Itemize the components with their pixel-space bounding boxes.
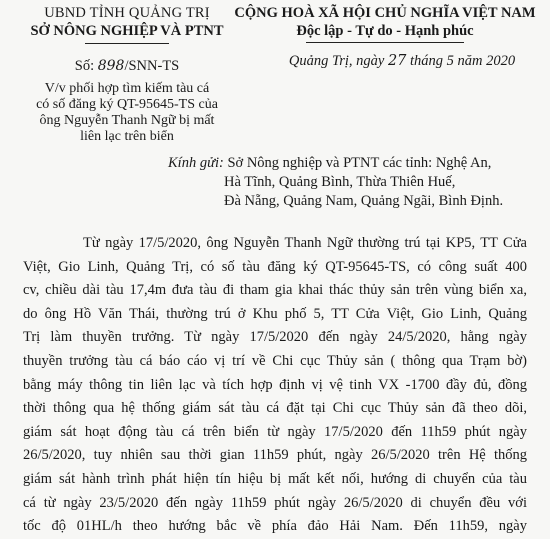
body-line: cv, chiều dài tàu 17,4m đưa tàu đi tham gia khai thác thủy sản trên vùng biển xa, bbox=[23, 282, 527, 299]
body-line: Từ ngày 17/5/2020, ông Nguyễn Thanh Ngữ thường trú tại KP5, TT Cửa bbox=[83, 235, 527, 251]
body-line: Trị làm thuyền trưởng. Từ ngày 17/5/2020 đến ngày 24/5/2020, hằng ngày bbox=[23, 329, 527, 346]
body-line: do ông Hồ Văn Thái, thường trú ở Khu phố 5, TT Cửa Việt, Gio Linh, Quảng bbox=[23, 305, 527, 322]
parent-agency: UBND TỈNH QUẢNG TRỊ bbox=[44, 5, 210, 21]
docno-prefix: Số: bbox=[74, 58, 95, 74]
body-line: tốc độ 01HL/h theo hướng bắc về phía đảo Hải Nam. Đến 11h59, ngày bbox=[23, 518, 527, 535]
national-header-block bbox=[225, 4, 545, 70]
date-day-handwritten: 27 bbox=[387, 53, 407, 69]
issuing-agency-block bbox=[22, 4, 232, 145]
body-line: thời thông qua hệ thống giám sát tàu cá đặt tại Chi cục Thủy sản đã theo dõi, bbox=[23, 400, 527, 417]
recipients-block bbox=[168, 154, 544, 211]
recipient-line: Hà Tĩnh, Quảng Bình, Thừa Thiên Huế, bbox=[224, 174, 456, 190]
body-line: bằng máy thông tin liên lạc và tích hợp định vị vệ tinh VX -1700 đầy đủ, đồng bbox=[23, 376, 527, 393]
subject-line: ông Nguyễn Thanh Ngữ bị mất bbox=[39, 113, 215, 128]
body-line: giám sát hoạt động tàu cá trên biển từ ngày 17/5/2020 đến 11h59 phút ngày bbox=[23, 423, 527, 440]
body-line: giám sát hành trình phát hiện tín hiệu bị mất kết nối, hướng di chuyển của tàu bbox=[23, 470, 527, 487]
body-line: 26/5/2020, tuy nhiên sau thời gian 11h59 phút, ngày 26/5/2020 trên Hệ thống bbox=[23, 447, 527, 464]
subject bbox=[22, 81, 232, 145]
docno-suffix: /SNN-TS bbox=[124, 58, 180, 74]
dateline bbox=[225, 52, 545, 70]
motto-underline bbox=[306, 42, 464, 43]
body-line: Việt, Gio Linh, Quảng Trị, có số tàu đăng ký QT-95645-TS, có công suất 400 bbox=[23, 258, 527, 275]
body-text bbox=[23, 232, 527, 539]
body-line: cá từ ngày 23/5/2020 đến ngày 11h59 phút ngày 26/5/2020 di chuyển đều với bbox=[23, 494, 527, 511]
recipient-line: Sở Nông nghiệp và PTNT các tỉnh: Nghệ An, bbox=[227, 155, 492, 171]
subject-line: V/v phối hợp tìm kiếm tàu cá bbox=[44, 81, 210, 96]
recipients-label: Kính gửi: bbox=[168, 155, 224, 171]
date-suffix: tháng 5 năm 2020 bbox=[410, 53, 516, 69]
date-prefix: Quảng Trị, ngày bbox=[288, 53, 385, 69]
national-motto: Độc lập - Tự do - Hạnh phúc bbox=[296, 23, 474, 39]
body-line: thuyền trưởng tàu cá báo cáo vị trí về Chi cục Thủy sản ( thông qua Trạm bờ) bbox=[23, 352, 527, 369]
subject-line: có số đăng ký QT-95645-TS của bbox=[36, 97, 218, 112]
subject-line: liên lạc trên biển bbox=[80, 129, 174, 144]
agency-underline bbox=[85, 43, 169, 44]
national-title: CỘNG HOÀ XÃ HỘI CHỦ NGHĨA VIỆT NAM bbox=[234, 5, 536, 21]
recipient-line: Đà Nẵng, Quảng Nam, Quảng Ngãi, Bình Định. bbox=[224, 193, 504, 209]
document-number bbox=[22, 57, 232, 75]
agency-name: SỞ NÔNG NGHIỆP VÀ PTNT bbox=[30, 23, 224, 39]
docno-handwritten: 898 bbox=[97, 58, 125, 74]
